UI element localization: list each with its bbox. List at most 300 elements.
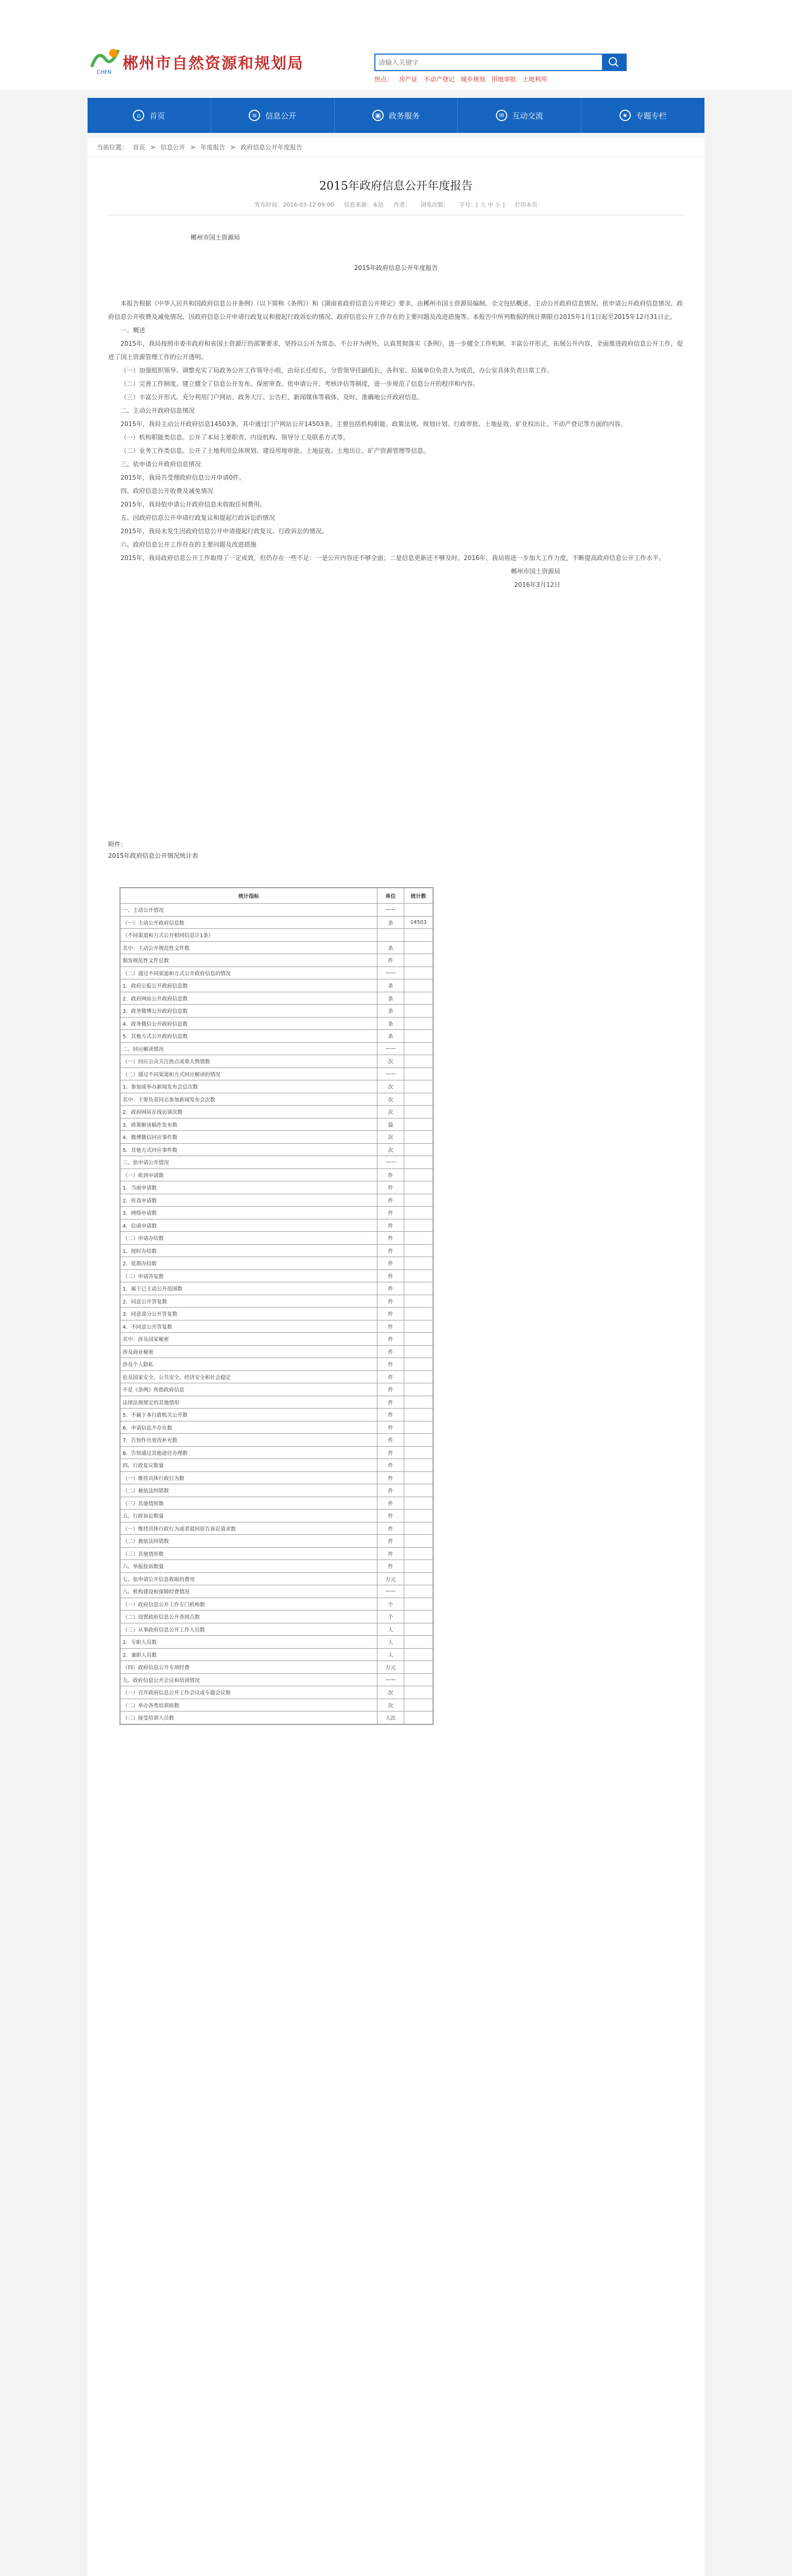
value-cell [404,1269,433,1282]
indicator-cell: 涉及个人隐私 [120,1358,377,1371]
value-cell [404,1308,433,1320]
unit-cell: 篇 [377,1118,404,1131]
table-row [120,1446,433,1459]
table-row [120,1510,433,1522]
unit-cell: 件 [377,1320,404,1333]
unit-cell: 件 [377,1446,404,1459]
table-row [120,1699,433,1711]
unit-cell: 个 [377,1598,404,1611]
article-date: 2016年3月12日 [514,581,560,588]
indicator-cell: （一）政府信息公开工作专门机构数 [120,1598,377,1611]
unit-cell: 件 [377,1282,404,1295]
indicator-cell: 制发规范性文件总数 [120,954,377,967]
indicator-cell: 八、机构建设和保障经费情况 [120,1585,377,1598]
unit-cell: 次 [377,1143,404,1156]
table-row [120,1611,433,1623]
unit-cell: 件 [377,1471,404,1484]
indicator-cell: （二）被依法纠错数 [120,1535,377,1548]
paragraph: （三）丰富公开形式。充分利用门户网站、政务大厅、公告栏、新闻媒体等载体，及时、准确地公开政府信息。 [120,394,424,401]
value-cell [404,1471,433,1484]
indicator-cell: （三）申请答复数 [120,1269,377,1282]
unit-cell: —— [377,1067,404,1080]
unit-cell: 件 [377,1370,404,1383]
unit-cell: 件 [377,1535,404,1548]
indicator-cell: 四、行政复议数量 [120,1459,377,1472]
table-row [120,1143,433,1156]
unit-cell: 件 [377,1409,404,1421]
unit-cell: 次 [377,1106,404,1118]
value-cell [404,1370,433,1383]
paragraph: 2015年，我局依申请公开政府信息未收取任何费用。 [120,501,266,508]
unit-cell: 条 [377,1017,404,1030]
value-cell [404,1143,433,1156]
unit-cell: 次 [377,1055,404,1068]
unit-cell: 次 [377,1686,404,1699]
value-cell [404,1042,433,1055]
indicator-cell: 2．延期办结数 [120,1257,377,1270]
table-row [120,1005,433,1018]
table-row [120,1219,433,1232]
unit-cell: 件 [377,1207,404,1219]
nav-info-open[interactable] [211,98,335,133]
value-cell: 14503 [404,916,433,929]
unit-cell: 件 [377,1168,404,1181]
unit-cell: —— [377,1156,404,1169]
hot-keyword[interactable]: 城乡规划 [460,76,486,83]
paragraph: （一）机构职能类信息。公开了本局主要职责、内设机构、领导分工及联系方式等。 [120,434,350,441]
table-row [120,1244,433,1257]
unit-cell: 人 [377,1623,404,1636]
home-icon: ⌂ [133,110,144,121]
indicator-cell: 2．兼职人员数 [120,1648,377,1661]
value-cell [404,904,433,917]
value-cell [404,1396,433,1409]
value-cell [404,1686,433,1699]
news-icon: ≡ [249,110,260,121]
table-row [120,1661,433,1674]
paragraph: 2015年，我局共受理政府信息公开申请0件。 [120,474,246,481]
table-row [120,1459,433,1472]
table-header: 单位 [377,888,404,904]
value-cell [404,1446,433,1459]
value-cell [404,1156,433,1169]
value-cell [404,1345,433,1358]
table-row [120,1535,433,1548]
unit-cell: 件 [377,1308,404,1320]
breadcrumb-link[interactable]: 信息公开 [160,144,185,151]
indicator-cell: 4．信函申请数 [120,1219,377,1232]
indicator-cell: （三）其他情形数 [120,1547,377,1560]
indicator-cell: 3．网络申请数 [120,1207,377,1219]
indicator-cell: （二）设置政府信息公开查阅点数 [120,1611,377,1623]
paragraph: 2015年，我局主动公开政府信息14503条，其中通过门户网站公开14503条，主要包括机构职能、政策法规、规划计划、行政审批、土地征收、矿业权出让、不动产登记等方面的内容。 [120,420,627,428]
unit-cell: —— [377,904,404,917]
hot-keywords [374,75,611,83]
unit-cell: 条 [377,916,404,929]
unit-cell: 件 [377,1510,404,1522]
unit-cell: 次 [377,1131,404,1144]
indicator-cell: （不同渠道和方式公开相同信息计1条） [120,929,377,942]
value-cell [404,1661,433,1674]
build-icon: ▣ [372,110,384,121]
unit-cell: 万元 [377,1572,404,1585]
unit-cell: 件 [377,1345,404,1358]
unit-cell: 件 [377,1522,404,1535]
value-cell [404,967,433,979]
hot-keyword[interactable]: 用地审批 [491,76,516,83]
value-cell [404,1572,433,1585]
unit-cell: 件 [377,1421,404,1434]
value-cell [404,1118,433,1131]
indicator-cell: （一）维持具体行政行为或者驳回原告诉讼请求数 [120,1522,377,1535]
table-header: 统计指标 [120,888,377,904]
indicator-cell: 8．告知通过其他途径办理数 [120,1446,377,1459]
value-cell [404,1623,433,1636]
unit-cell: 件 [377,1333,404,1346]
value-cell [404,1409,433,1421]
table-row [120,1030,433,1043]
indicator-cell: 不是《条例》所指政府信息 [120,1383,377,1396]
unit-cell: 个 [377,1611,404,1623]
unit-cell: 人 [377,1636,404,1649]
unit-cell: —— [377,1585,404,1598]
hot-keyword[interactable]: 土地利用 [522,76,547,83]
unit-cell: 件 [377,1194,404,1207]
hot-keyword[interactable]: 房产证 [399,76,418,83]
indicator-cell: 7．告知作出更改补充数 [120,1434,377,1447]
table-row [120,1080,433,1093]
table-row [120,1547,433,1560]
table-row [120,1598,433,1611]
indicator-cell: （二）通过不同渠道和方式回应解读的情况 [120,1067,377,1080]
indicator-cell: 危及国家安全、公共安全、经济安全和社会稳定 [120,1370,377,1383]
value-cell [404,1648,433,1661]
table-row [120,1497,433,1510]
indicator-cell: 3．政务微博公开政府信息数 [120,1005,377,1018]
table-row [120,1471,433,1484]
indicator-cell: 其中：涉及国家秘密 [120,1333,377,1346]
font-size-toggle[interactable]: 字号：[ 大 中 小 ] [459,201,505,208]
attachment-label: 附件： [108,841,127,848]
value-cell [404,1711,433,1724]
value-cell [404,1383,433,1396]
nav-interaction[interactable] [458,98,581,133]
indicator-cell: 其中：主要负责同志参加新闻发布会次数 [120,1093,377,1106]
value-cell [404,1093,433,1106]
table-row [120,1181,433,1194]
table-row [120,1560,433,1573]
table-row [120,1623,433,1636]
nav-service[interactable] [335,98,458,133]
nav-label: 互动交流 [512,111,543,121]
unit-cell: 次 [377,1699,404,1711]
indicator-cell: 5．其他方式公开政府信息数 [120,1030,377,1043]
table-row [120,1345,433,1358]
indicator-cell: 2．同意公开答复数 [120,1295,377,1308]
indicator-cell: 1．按时办结数 [120,1244,377,1257]
value-cell [404,941,433,954]
unit-cell: —— [377,967,404,979]
table-row [120,1636,433,1649]
article-title: 2015年政府信息公开年度报告 [319,180,473,193]
issuer: 郴州市国土资源局 [191,234,240,241]
value-cell [404,1181,433,1194]
indicator-cell: （三）其他情形数 [120,1497,377,1510]
table-row [120,1320,433,1333]
value-cell [404,1282,433,1295]
paragraph: 五、因政府信息公开申请行政复议和提起行政诉讼的情况 [120,514,276,521]
table-row [120,1522,433,1535]
site-name: 郴州市自然资源和规划局 [123,55,304,73]
table-row [120,1295,433,1308]
value-cell [404,1017,433,1030]
indicator-cell: （一）维持具体行政行为数 [120,1471,377,1484]
table-row [120,1711,433,1724]
nav-home[interactable] [88,98,211,133]
table-row [120,1572,433,1585]
value-cell [404,1497,433,1510]
indicator-cell: （三）从事政府信息公开工作人员数 [120,1623,377,1636]
value-cell [404,1244,433,1257]
table-row [120,1257,433,1270]
value-cell [404,1611,433,1623]
table-row [120,1067,433,1080]
value-cell [404,1699,433,1711]
indicator-cell: 4．微博微信回应事件数 [120,1131,377,1144]
value-cell [404,954,433,967]
indicator-cell: （二）申请办结数 [120,1232,377,1245]
table-row [120,1156,433,1169]
value-cell [404,1106,433,1118]
value-cell [404,1421,433,1434]
unit-cell: 件 [377,1434,404,1447]
indicator-cell: （一）主动公开政府信息数 [120,916,377,929]
unit-cell: 条 [377,1030,404,1043]
value-cell [404,1598,433,1611]
indicator-cell: 二、回应解读情况 [120,1042,377,1055]
unit-cell: 件 [377,1459,404,1472]
logo-text: CHEN [97,70,112,75]
unit-cell: 条 [377,941,404,954]
paragraph: 三、依申请公开政府信息情况 [120,461,201,468]
value-cell [404,1055,433,1068]
unit-cell: 条 [377,979,404,992]
indicator-cell: 3．同意部分公开答复数 [120,1308,377,1320]
value-cell [404,1030,433,1043]
table-row [120,904,433,917]
value-cell [404,1560,433,1573]
document-heading: 2015年政府信息公开年度报告 [354,264,438,272]
unit-cell: —— [377,1673,404,1686]
unit-cell: 件 [377,1257,404,1270]
paragraph: 六、政府信息公开工作存在的主要问题及改进措施 [120,541,257,548]
nav-label: 信息公开 [265,111,297,121]
breadcrumb-label: 当前位置： [97,144,128,151]
breadcrumb-sep: > [190,144,196,151]
value-cell [404,1257,433,1270]
indicator-cell: （三）接受培训人员数 [120,1711,377,1724]
talk-icon: ✉ [496,110,507,121]
table-row [120,1686,433,1699]
main-nav [88,98,704,133]
value-cell [404,1067,433,1080]
attachment-block [108,839,684,861]
indicator-cell: 2．政府网站公开政府信息数 [120,992,377,1005]
unit-cell: 件 [377,1295,404,1308]
unit-cell: 件 [377,1396,404,1409]
indicator-cell: 3．政策解读稿件发布数 [120,1118,377,1131]
value-cell [404,1522,433,1535]
value-cell [404,1232,433,1245]
article-signature: 郴州市国土资源局 [510,568,560,575]
unit-cell: 万元 [377,1661,404,1674]
unit-cell: 件 [377,1232,404,1245]
table-row [120,1131,433,1144]
topic-icon: ★ [619,110,631,121]
table-row [120,1194,433,1207]
breadcrumb-sep: > [150,144,156,151]
indicator-cell: （二）被依法纠错数 [120,1484,377,1497]
table-row [120,1168,433,1181]
value-cell [404,1636,433,1649]
search-icon [602,55,626,70]
nav-label: 政务服务 [388,111,420,121]
paragraph: 2015年，我局未发生因政府信息公开申请提起行政复议、行政诉讼的情况。 [120,528,328,535]
table-row [120,992,433,1005]
value-cell [404,929,433,942]
indicator-cell: 五、行政诉讼数量 [120,1510,377,1522]
hot-keyword[interactable]: 不动产登记 [423,76,455,83]
table-row [120,1409,433,1421]
unit-cell: 件 [377,1358,404,1371]
search-button[interactable] [602,55,626,70]
unit-cell: 次 [377,1093,404,1106]
table-row [120,929,433,942]
table-row [120,1648,433,1661]
unit-cell: 件 [377,1560,404,1573]
unit-cell [377,929,404,942]
paragraph: 四、政府信息公开收费及减免情况 [120,487,214,495]
value-cell [404,1547,433,1560]
indicator-cell: 九、政府信息公开会议和培训情况 [120,1673,377,1686]
print-link[interactable]: 打印本页 [514,201,538,208]
table-row [120,1673,433,1686]
site-logo-icon [88,44,124,75]
indicator-cell: （一）收到申请数 [120,1168,377,1181]
unit-cell: 件 [377,1497,404,1510]
indicator-cell: 5．其他方式回应事件数 [120,1143,377,1156]
table-row [120,1484,433,1497]
breadcrumb-link[interactable]: 首页 [132,144,145,151]
breadcrumb-current: 政府信息公开年度报告 [240,144,303,151]
indicator-cell: 4．政务微信公开政府信息数 [120,1017,377,1030]
article-meta [88,200,704,209]
unit-cell: 次 [377,1080,404,1093]
indicator-cell: 4．不同意公开答复数 [120,1320,377,1333]
value-cell [404,1207,433,1219]
value-cell [404,1358,433,1371]
value-cell [404,979,433,992]
indicator-cell: （一）召开政府信息公开工作会议或专题会议数 [120,1686,377,1699]
nav-label: 首页 [149,111,165,121]
table-row [120,1370,433,1383]
source: 信息来源：本站 [344,201,384,208]
table-row [120,1093,433,1106]
table-row [120,967,433,979]
value-cell [404,1194,433,1207]
indicator-cell: 其中：主动公开规范性文件数 [120,941,377,954]
table-row [120,1118,433,1131]
hot-label: 热点： [374,76,393,83]
unit-cell: 人 [377,1648,404,1661]
unit-cell: 件 [377,954,404,967]
table-row [120,1421,433,1434]
attachment-name[interactable]: 2015年政府信息公开情况统计表 [108,852,198,859]
breadcrumb-sep: > [230,144,236,151]
indicator-cell: 法律法规规定的其他情形 [120,1396,377,1409]
indicator-cell: 2．政府网站在线访谈次数 [120,1106,377,1118]
paragraph: 二、主动公开政府信息情况 [120,407,195,414]
value-cell [404,1673,433,1686]
unit-cell: 件 [377,1269,404,1282]
indicator-cell: （二）通过不同渠道和方式公开政府信息的情况 [120,967,377,979]
table-header: 统计数 [404,888,433,904]
indicator-cell: 1．当面申请数 [120,1181,377,1194]
indicator-cell: 5．不属于本行政机关公开数 [120,1409,377,1421]
value-cell [404,1585,433,1598]
indicator-cell: 涉及商业秘密 [120,1345,377,1358]
table-row [120,1017,433,1030]
nav-topics[interactable] [581,98,704,133]
table-row [120,941,433,954]
paragraph: 2015年，我局按照市委市政府和省国土资源厅的部署要求，坚持以公开为常态、不公开为例外，认真贯彻落实《条例》，进一步健全工作机制，丰富公开形式，拓展公开内容，全面推进政府信息公开工作，促进了国土资源管理工作的公开透明。 [108,340,683,361]
paragraph: （一）加强组织领导。调整充实了局政务公开工作领导小组，由局长任组长，分管领导任副组长，各科室、局属单位负责人为成员，办公室具体负责日常工作。 [120,367,554,374]
table-row [120,1207,433,1219]
indicator-cell: （一）回应公众关注热点或重大舆情数 [120,1055,377,1068]
indicator-cell: 三、依申请公开情况 [120,1156,377,1169]
search-input[interactable] [378,57,574,67]
search-box [374,54,627,71]
paragraph: （二）完善工作制度。建立健全了信息公开发布、保密审查、依申请公开、考核评估等制度，进一步规范了信息公开的程序和内容。 [120,380,479,387]
table-row [120,1232,433,1245]
unit-cell: 件 [377,1219,404,1232]
value-cell [404,1434,433,1447]
publish-time: 发布时间：2016-03-12 09:00 [254,201,334,208]
unit-cell: 人次 [377,1711,404,1724]
paragraph: 2015年，我局政府信息公开工作取得了一定成效，但仍存在一些不足：一是公开内容还不够全面；二是信息更新还不够及时。2016年，我局将进一步加大工作力度，不断提高政府信息公开工作水平。 [120,554,665,562]
paragraph: （二）业务工作类信息。公开了土地利用总体规划、建设用地审批、土地征收、土地出让、矿产资源管理等信息。 [120,447,430,454]
table-body [120,904,433,1724]
statistics-table [119,887,434,1725]
indicator-cell: 七、依申请公开信息收取的费用 [120,1572,377,1585]
breadcrumb [88,138,704,157]
table-row [120,1282,433,1295]
paragraph: 本报告根据《中华人民共和国政府信息公开条例》（以下简称《条例》）和《湖南省政府信息公开规定》要求，由郴州市国土资源局编制。全文包括概述、主动公开政府信息情况、依申请公开政府信息情况、政府信息公开收费及减免情况、因政府信息公开申请行政复议和提起行政诉讼的情况、政府信息公开工作存在的主要问题及改进措施等。本报告中所列数据的统计期限自2015年1月1日起至2015年12月31日止。 [108,300,683,320]
value-cell [404,1484,433,1497]
main-content [88,138,704,2576]
breadcrumb-link[interactable]: 年度报告 [200,144,226,151]
unit-cell: 条 [377,1005,404,1018]
table-row [120,1358,433,1371]
value-cell [404,1295,433,1308]
table-row [120,1396,433,1409]
value-cell [404,1459,433,1472]
table-row [120,979,433,992]
value-cell [404,1510,433,1522]
table-row [120,1269,433,1282]
site-header [0,0,792,90]
unit-cell: 件 [377,1484,404,1497]
